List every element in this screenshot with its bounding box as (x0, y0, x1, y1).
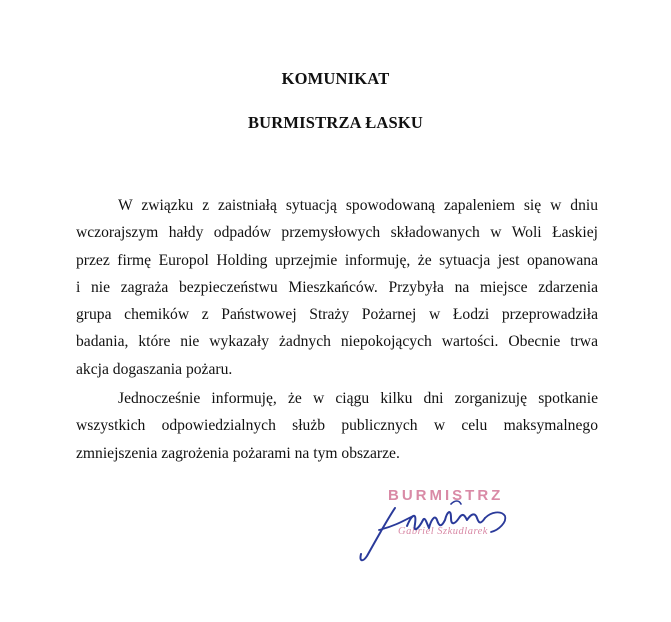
paragraph-2 (76, 385, 598, 467)
paragraph-1-line: grupa chemików z Państwowej Straży Pożarnej w Łodzi przeprowadziła (76, 306, 598, 324)
stamp-title: BURMISTRZ (388, 487, 504, 504)
paragraph-2-line: Jednocześnie informuję, że w ciągu kilku dni zorganizuję spotkanie (118, 390, 598, 407)
document-title: KOMUNIKAT (281, 69, 390, 88)
paragraph-1-line: akcja dogaszania pożaru. (76, 360, 233, 378)
paragraph-1 (76, 192, 598, 383)
paragraph-1-line: wczorajszym hałdy odpadów przemysłowych składowanych w Woli Łaskiej (76, 224, 598, 242)
document-subtitle: BURMISTRZA ŁASKU (247, 113, 424, 132)
paragraph-1-line: badania, które nie wykazały żadnych niepokojących wartości. Obecnie trwa (76, 333, 598, 351)
handwritten-signature (355, 490, 525, 570)
paragraph-2-line: wszystkich odpowiedzialnych służb publicznych w celu maksymalnego (76, 417, 598, 435)
paragraph-1-line: i nie zagraża bezpieczeństwu Mieszkańców. Przybyła na miejsce zdarzenia (76, 278, 598, 296)
paragraph-2-line: zmniejszenia zagrożenia pożarami na tym obszarze. (76, 444, 400, 462)
stamp-name: Gabriel Szkudlarek (398, 526, 488, 537)
paragraph-1-line: przez firmę Europol Holding uprzejmie informuję, że sytuacja jest opanowana (76, 251, 598, 269)
paragraph-1-line: W związku z zaistniałą sytuacją spowodowaną zapaleniem się w dniu (118, 197, 598, 214)
